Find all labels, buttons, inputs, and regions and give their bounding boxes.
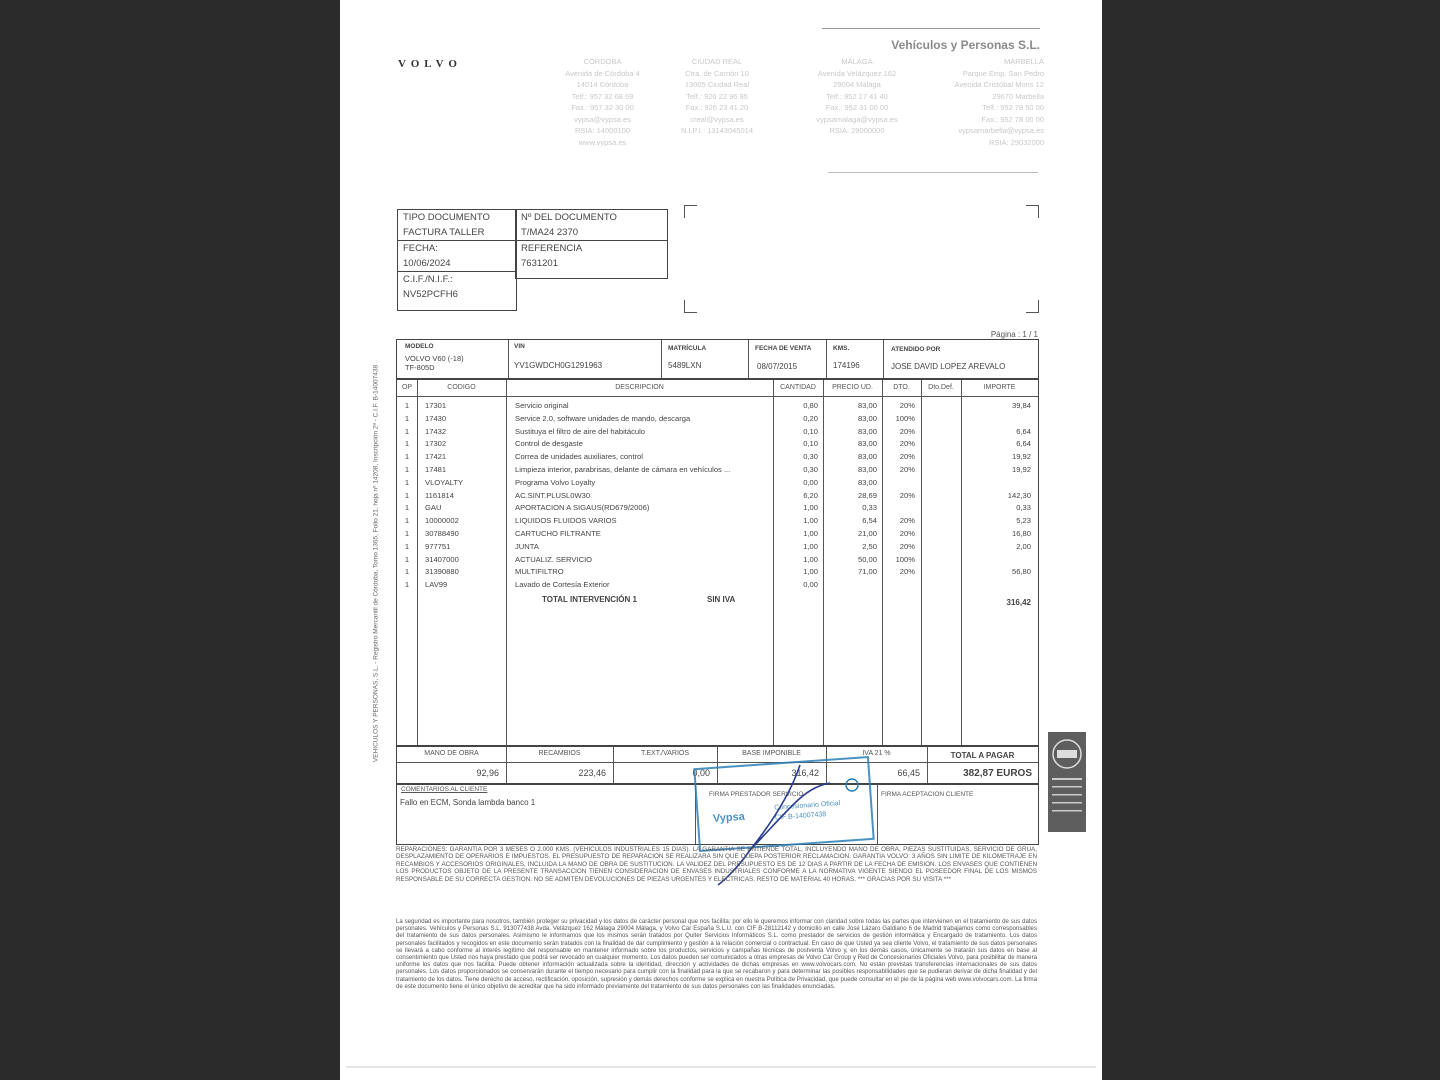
modelo-code: TF-805D <box>405 363 435 372</box>
company-name: Vehículos y Personas S.L. <box>891 38 1040 52</box>
col-dto-def: Dto.Def. <box>928 384 954 391</box>
stamp-name: Vypsa <box>712 810 746 825</box>
vin-label: VIN <box>514 343 525 350</box>
office-marbella: MARBELLA Parque Emp. San Pedro Avenida Cristóbal Moris 12 29670 Marbella Telf.: 952 78 50 00 Fax.: 952 78 00 00 vypsamarbella@vypsa.es RSIA: 29032000 <box>954 57 1044 147</box>
text-varios-label: T.EXT./VARIOS <box>640 750 690 757</box>
fecha-venta-value: 08/07/2015 <box>757 362 798 371</box>
table-row <box>397 567 1038 580</box>
firma-prestador-label: FIRMA PRESTADOR SERVICIO <box>709 791 804 798</box>
ref-label: REFERENCIA <box>521 243 583 254</box>
cell-precio: 2,50 <box>862 541 877 551</box>
doc-type-box <box>397 209 517 311</box>
office-malaga: MÁLAGA Avenida Velázquez 162 29004 Málaga Telf.: 952 17 41 40 Fax.: 952 31 00 00 vypsamalaga@vypsa.es RSIA: 29000000 <box>816 57 898 135</box>
col-op: OP <box>401 384 413 391</box>
cell-dto: 20% <box>899 426 915 436</box>
table-row <box>397 427 1038 440</box>
cell-codigo: 17421 <box>425 452 447 462</box>
atendido-label: ATENDIDO POR <box>891 346 941 353</box>
company-divider <box>822 28 1040 29</box>
cell-dto: 20% <box>899 516 915 526</box>
cell-importe: 16,80 <box>1011 528 1031 538</box>
firma-cliente-label: FIRMA ACEPTACION CLIENTE <box>881 791 974 798</box>
cif-value: NV52PCFH6 <box>403 289 458 300</box>
base-label: BASE IMPONIBLE <box>742 750 801 757</box>
table-body <box>397 401 1038 593</box>
cell-codigo: 977751 <box>425 541 451 551</box>
cell-importe: 2,00 <box>1016 541 1031 551</box>
tipo-label: TIPO DOCUMENTO <box>403 212 490 223</box>
total-pagar-value: 382,87 EUROS <box>963 768 1032 779</box>
total-pagar-label: TOTAL A PAGAR <box>950 751 1015 760</box>
cell-cant: 6,20 <box>803 490 818 500</box>
cell-desc: Limpieza interior, parabrisas, delante de cámara en vehículos ... <box>515 464 731 474</box>
cell-dto: 20% <box>899 490 915 500</box>
cell-dto: 20% <box>899 452 915 462</box>
cell-desc: Lavado de Cortesía Exterior <box>515 580 610 590</box>
certification-icon <box>1048 732 1086 832</box>
cell-desc: Programa Volvo Loyalty <box>515 477 596 487</box>
matricula-value: 5489LXN <box>668 361 702 370</box>
window-corner-br <box>1026 300 1039 313</box>
fecha-label: FECHA: <box>403 243 438 254</box>
fecha-venta-label: FECHA DE VENTA <box>755 345 812 352</box>
cell-desc: Sustituya el filtro de aire del habitáculo <box>515 426 646 436</box>
cell-op: 1 <box>404 439 410 449</box>
window-corner-tr <box>1026 205 1039 218</box>
col-precio: PRECIO UD. <box>832 384 873 391</box>
col-codigo: CODIGO <box>447 384 476 391</box>
cell-dto: 100% <box>895 554 915 564</box>
cell-cant: 0,80 <box>803 401 818 410</box>
cell-importe: 5,23 <box>1016 516 1031 526</box>
cell-codigo: 17302 <box>425 439 447 449</box>
cell-codigo: 17430 <box>425 413 447 423</box>
cell-desc: LIQUIDOS FLUIDOS VARIOS <box>515 516 617 526</box>
recambios-label: RECAMBIOS <box>538 750 581 757</box>
cell-importe: 39,84 <box>1011 401 1031 410</box>
legal-conditions: REPARACIONES: GARANTIA POR 3 MESES O 2.000 KMS. (VEHICULOS INDUSTRIALES 15 DIAS). LA GARANTIA SE ENTIENDE TOTAL, INCLUYENDO MANO DE OBRA, PIEZAS SUSTITUIDAS, SERVICIO DE GRUA, DESPLAZAMIENTO DE OPERARIOS E IMPUESTOS. EL PRESUPUESTO DE REPARACION SE REALIZARA SIN QUE QUEPA POSTERIOR RECLAMACION. GARANTIA VOLVO: 3 AÑOS SIN LIMITE DE KILOMETRAJE EN RECAMBIOS Y ACCESORIOS ORIGINALES, INCLUIDA LA MANO DE OBRA DE SUSTITUCION. LA VALIDEZ DEL PRESUPUESTO ES DE 12 DIAS A PARTIR DE LA FECHA DE EMISION. LOS ENVASES QUE CONTIENEN LOS PRODUCTOS OBJETO DE LA PRESENTE TRANSACCION TIENEN CONSIDERACION DE ENVASES INDUSTRIALES CONFORME A LA NORMATIVA VIGENTE SIENDO EL POSEEDOR FINAL DE LOS MISMOS RESPONSABLE DE SU CORRECTA GESTION. NO SE ADMITEN DEVOLUCIONES DE PIEZAS URGENTES Y ELECTRICAS. RESTO DE MATERIAL 40 HORAS. *** GRACIAS POR SU VISITA *** <box>396 846 1037 883</box>
cell-codigo: 10000002 <box>425 516 459 526</box>
cell-codigo: 1161814 <box>425 490 454 500</box>
cell-precio: 83,00 <box>857 452 877 462</box>
cell-desc: ACTUALIZ. SERVICIO <box>515 554 593 564</box>
cell-dto: 100% <box>895 413 915 423</box>
privacy-notice: La seguridad es importante para nosotros, también proteger su privacidad y los datos de carácter personal que nos facilita; por ello le queremos informar con claridad sobre todas las partes que intervienen en el tratamiento de sus datos personales. Vehículos y Personas S.L. 913077438 Avda. Velázquez 162 Málaga 29004 Málaga, y Volvo Car España S.L.U. con CIF B-28112142 y domicilio en calle José Lázaro Galdiano 6 de Madrid trabajamos como corresponsables del tratamiento de sus datos personales. Asimismo le informamos que los mismos serán tratados por Quiter Servicios Informáticos S.L. como prestador de servicios de gestión informática y Encargado de tratamiento. Los datos personales facilitados y recogidos en este documento serán tratados con la finalidad de dar cumplimiento y gestión a la relación comercial o contractual. En caso de que Usted ya sea cliente Volvo, el tratamiento de sus datos personales se llevará a cabo conforme al interés legítimo del responsable en mantener informado sobre los productos, servicios y campañas técnicas de postventa Volvo y, en los demás casos, únicamente se tratarán sus datos en base al consentimiento que Usted nos haya prestado que podrá ser revocado en cualquier momento. Los datos pueden ser comunicados a otras empresas de Volvo Car Group y Red de Concesionarios Oficiales Volvo, para posibilitar de manera uniforme los datos que nos facilita. Puede obtener información actualizada sobre la identidad, dirección y actividades de dichas empresas en www.volvocars.com. No están previstas transferencias internacionales de sus datos personales. Los datos proporcionados se conservarán durante el tiempo necesario para cumplir con la finalidad para la que se recabaron y para determinar las posibles responsabilidades que se pudieran derivar de dicha finalidad y del tratamiento de los datos. Tiene derecho de acceso, rectificación, oposición, supresión y demás derechos conforme se explica en nuestra Política de Privacidad, que puede consultar en el pie de la página web www.volvocars.com. La firma de este documento tiene el único objetivo de acreditar que ha sido informado previamente del tratamiento de sus datos personales con las finalidades enunciadas. <box>396 918 1037 990</box>
modelo-label: MODELO <box>405 343 434 350</box>
atendido-value: JOSE DAVID LOPEZ AREVALO <box>891 362 1006 371</box>
cell-precio: 83,00 <box>857 464 877 474</box>
cell-precio: 83,00 <box>857 477 877 487</box>
table-row <box>397 503 1038 516</box>
col-dto: DTO. <box>893 384 910 391</box>
kms-value: 174196 <box>833 361 860 370</box>
cell-importe: 6,64 <box>1016 439 1031 449</box>
cell-precio: 83,00 <box>857 426 877 436</box>
tipo-value: FACTURA TALLER <box>403 227 485 238</box>
cell-op: 1 <box>404 503 410 513</box>
total-intervencion-label: TOTAL INTERVENCIÓN 1 <box>542 595 637 604</box>
page-bottom-rule <box>346 1066 1096 1068</box>
cell-op: 1 <box>404 516 410 526</box>
table-row <box>397 478 1038 491</box>
comments-text: Fallo en ECM, Sonda lambda banco 1 <box>400 798 536 807</box>
cell-cant: 0,00 <box>803 477 818 487</box>
cell-importe: 142,30 <box>1007 490 1031 500</box>
mano-obra-value: 92,96 <box>476 768 499 778</box>
cell-precio: 83,00 <box>857 413 877 423</box>
fecha-value: 10/06/2024 <box>403 258 451 269</box>
table-row <box>397 516 1038 529</box>
col-cantidad: CANTIDAD <box>780 384 816 391</box>
cell-cant: 1,00 <box>803 528 818 538</box>
cell-dto: 20% <box>899 528 915 538</box>
sin-iva-label: SIN IVA <box>707 595 736 604</box>
vehicle-header <box>396 339 1039 379</box>
cell-dto: 20% <box>899 439 915 449</box>
cell-cant: 1,00 <box>803 503 818 513</box>
table-row <box>397 465 1038 478</box>
cell-cant: 0,20 <box>803 413 818 423</box>
vin-value: YV1GWDCH0G1291963 <box>514 361 603 370</box>
cell-op: 1 <box>404 464 410 474</box>
table-row <box>397 529 1038 542</box>
cell-importe: 19,92 <box>1011 464 1031 474</box>
cell-cant: 0,30 <box>803 464 818 474</box>
cell-dto: 20% <box>899 567 915 577</box>
num-value: T/MA24 2370 <box>521 227 579 238</box>
cell-codigo: VLOYALTY <box>425 477 464 487</box>
cell-cant: 1,00 <box>803 541 818 551</box>
ref-value: 7631201 <box>521 258 558 269</box>
cell-precio: 50,00 <box>857 554 877 564</box>
table-row <box>397 439 1038 452</box>
mano-obra-label: MANO DE OBRA <box>424 750 479 757</box>
cell-op: 1 <box>404 554 410 564</box>
cell-codigo: 17432 <box>425 426 447 436</box>
invoice-page <box>340 0 1102 1080</box>
cell-codigo: 17481 <box>425 464 447 474</box>
cell-cant: 1,00 <box>803 516 818 526</box>
cell-desc: CARTUCHO FILTRANTE <box>515 528 601 538</box>
text-varios-value: 0,00 <box>692 768 710 778</box>
cell-cant: 1,00 <box>803 554 818 564</box>
cell-dto: 20% <box>899 541 915 551</box>
cell-desc: APORTACION A SIGAUS(RD679/2006) <box>515 503 650 513</box>
comments-label: COMENTARIOS AL CLIENTE <box>401 786 488 793</box>
cell-importe: 56,80 <box>1011 567 1031 577</box>
cell-codigo: LAV99 <box>425 580 448 590</box>
cell-codigo: GAU <box>425 503 442 513</box>
cell-importe: 0,33 <box>1016 503 1031 513</box>
col-importe: IMPORTE <box>983 384 1016 391</box>
modelo-value: VOLVO V60 (-18) <box>405 354 464 363</box>
cell-precio: 71,00 <box>857 567 877 577</box>
cell-op: 1 <box>404 541 410 551</box>
cif-label: C.I.F./N.I.F.: <box>403 274 453 285</box>
cell-codigo: 31407000 <box>425 554 459 564</box>
cell-op: 1 <box>404 401 410 410</box>
cell-precio: 0,33 <box>862 503 877 513</box>
office-divider <box>828 172 1038 173</box>
cell-dto: 20% <box>899 464 915 474</box>
cell-desc: Control de desgaste <box>515 439 583 449</box>
cell-op: 1 <box>404 477 410 487</box>
cell-op: 1 <box>404 528 410 538</box>
cell-op: 1 <box>404 452 410 462</box>
cell-importe: 19,92 <box>1011 452 1031 462</box>
col-descripcion: DESCRIPCION <box>615 384 664 391</box>
cell-desc: Servicio original <box>515 401 569 410</box>
registry-sidebar: VEHICULOS Y PERSONAS, S.L. - Registro Mercantil de Córdoba, Tomo 1365, Folio 21, hoja nº 14208, Inscripción 2ª - C.I.F. B-14007438 <box>372 364 380 763</box>
cell-op: 1 <box>404 567 410 577</box>
certification-seal <box>1048 732 1086 832</box>
doc-number-box <box>515 209 668 279</box>
stamp-line1: Concesionario Oficial <box>774 800 841 812</box>
page-number: Página : 1 / 1 <box>990 330 1038 339</box>
iva-label: IVA 21 % <box>862 750 891 757</box>
cell-codigo: 31390880 <box>425 567 459 577</box>
cell-precio: 6,54 <box>862 516 877 526</box>
cell-precio: 83,00 <box>857 401 877 410</box>
total-intervencion-value: 316,42 <box>1006 598 1031 607</box>
cell-desc: MULTIFILTRO <box>515 567 564 577</box>
cell-op: 1 <box>404 413 410 423</box>
table-row <box>397 542 1038 555</box>
cell-cant: 1,00 <box>803 567 818 577</box>
table-row <box>397 452 1038 465</box>
cell-cant: 0,10 <box>803 439 818 449</box>
cell-op: 1 <box>404 490 410 500</box>
cell-cant: 0,00 <box>803 580 818 590</box>
cell-desc: AC.SINT.PLUSL0W30 <box>515 490 591 500</box>
kms-label: KMS. <box>833 345 850 352</box>
table-row <box>397 580 1038 593</box>
table-row <box>397 555 1038 568</box>
cell-codigo: 30788490 <box>425 528 459 538</box>
cell-desc: Correa de unidades auxiliares, control <box>515 452 643 462</box>
cell-precio: 21,00 <box>857 528 877 538</box>
cell-cant: 0,10 <box>803 426 818 436</box>
stamp-line2: CIF B-14007438 <box>774 811 827 822</box>
table-row <box>397 414 1038 427</box>
num-label: Nº DEL DOCUMENTO <box>521 212 617 223</box>
lines-table <box>396 379 1039 747</box>
cell-dto: 20% <box>899 401 915 410</box>
table-row <box>397 401 1038 414</box>
iva-value: 66,45 <box>897 768 920 778</box>
cell-desc: Service 2.0, software unidades de mando, descarga <box>515 413 691 423</box>
cell-precio: 28,69 <box>857 490 877 500</box>
matricula-label: MATRÍCULA <box>668 345 707 352</box>
cell-desc: JUNTA <box>515 541 539 551</box>
window-corner-bl <box>684 300 697 313</box>
cell-importe: 6,64 <box>1016 426 1031 436</box>
recambios-value: 223,46 <box>578 768 606 778</box>
cell-op: 1 <box>404 426 410 436</box>
base-value: 316,42 <box>791 768 819 778</box>
cell-cant: 0,30 <box>803 452 818 462</box>
office-cordoba: CÓRDOBA Avenida de Córdoba 4 14014 Córdoba Telf.: 957 32 68 69 Fax.: 957 32 30 00 vypsa@vypsa.es RSIA: 14000100 www.vypsa.es <box>565 57 640 147</box>
window-corner-tl <box>684 205 697 218</box>
volvo-logo: VOLVO <box>398 58 462 70</box>
cell-precio: 83,00 <box>857 439 877 449</box>
office-ciudad-real: CIUDAD REAL Ctra. de Carrión 10 13005 Ciudad Real Telf.: 926 22 96 95 Fax.: 926 23 41 20 creal@vypsa.es N.I.P.I.: 13143045014 <box>680 57 753 135</box>
cell-codigo: 17301 <box>425 401 447 410</box>
table-row <box>397 491 1038 504</box>
cell-op: 1 <box>404 580 410 590</box>
